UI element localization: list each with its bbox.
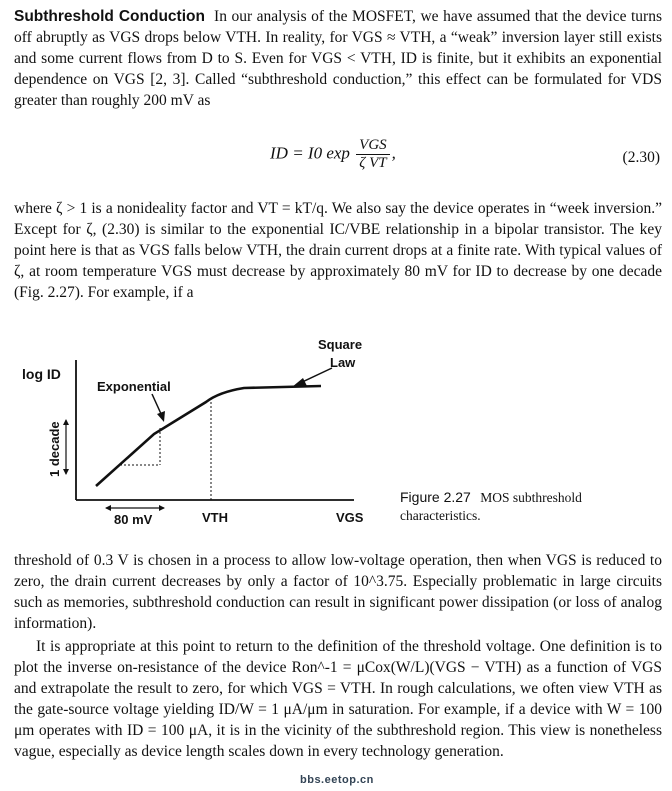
subthreshold-curve <box>96 386 321 486</box>
equation-numerator: VGS <box>356 137 390 155</box>
caption-text: MOS subthreshold characteristics. <box>400 490 582 523</box>
vgs-label: VGS <box>336 510 364 525</box>
equation-fraction <box>356 137 390 172</box>
law-label: Law <box>330 355 356 370</box>
equation-2-30 <box>0 137 672 183</box>
paragraph-threshold-definition <box>14 636 662 762</box>
paragraph-text: where ζ > 1 is a nonideality factor and VT = kT/q. We also say the device operates in “week inversion.” Except for ζ, (2.30) is similar to the exponential IC/VBE relationship in a bipolar transistor. The key point here is that as VGS falls below VTH, the drain current drops at a finite rate. With typical values of ζ, at room temperature VGS must decrease by approximately 80 mV for ID to decrease by one decade (Fig. 2.27). For example, if a <box>14 200 662 301</box>
paragraph-text: In our analysis of the MOSFET, we have assumed that the device turns off abruptly as VGS drops below VTH. In reality, for VGS ≈ VTH, a “weak” inversion layer still exists and some current flows from D to S. Even for VGS < VTH, ID is finite, but it exhibits an exponential dependence on VGS [2, 3]. Called “subthreshold conduction,” this effect can be formulated for VDS greater than roughly 200 mV as <box>14 8 663 109</box>
paragraph-threshold-example <box>14 550 662 634</box>
paragraph-week-inversion <box>14 198 662 303</box>
decade-label: 1 decade <box>47 421 62 477</box>
y-axis-label: log ID <box>22 366 61 382</box>
paragraph-text: It is appropriate at this point to return to the definition of the threshold voltage. One definition is to plot the inverse on-resistance of the device Ron^-1 = μCox(W/L)(VGS − VTH) as a function of VGS and extrapolate the result to zero, for which VGS = VTH. In rough calculations, we often view VTH as the gate-source voltage yielding ID/W = 1 μA/μm in saturation. For example, if a device with W = 100 μm operates with ID = 100 μA, it is in the vicinity of the subthreshold region. This view is nonetheless vague, especially as device length scales down in every technology generation. <box>14 638 662 760</box>
exponential-label: Exponential <box>97 379 171 394</box>
equation-trail: , <box>391 143 396 163</box>
figure-caption <box>400 488 664 525</box>
vth-label: VTH <box>202 510 228 525</box>
paragraph-subthreshold-intro <box>14 6 662 111</box>
paragraph-text: threshold of 0.3 V is chosen in a process to allow low-voltage operation, then when VGS is reduced to zero, the drain current decreases by only a factor of 10^3.75. Especially problematic in large circuits such as memories, subthreshold conduction can result in significant power dissipation (or loss of analog information). <box>14 552 662 632</box>
equation-denominator: ζ VT <box>359 155 387 171</box>
exponential-pointer-head <box>157 411 165 422</box>
equation-body <box>270 137 396 172</box>
section-heading: Subthreshold Conduction <box>14 8 205 25</box>
watermark: bbs.eetop.cn <box>300 774 374 786</box>
equation-lhs: ID = I0 exp <box>270 143 350 163</box>
equation-number: (2.30) <box>622 149 660 166</box>
mv-label: 80 mV <box>114 512 153 527</box>
figure-2-27 <box>14 330 404 540</box>
square-law-pointer-head <box>292 378 307 387</box>
caption-label: Figure 2.27 <box>400 489 471 505</box>
square-label: Square <box>318 337 363 352</box>
